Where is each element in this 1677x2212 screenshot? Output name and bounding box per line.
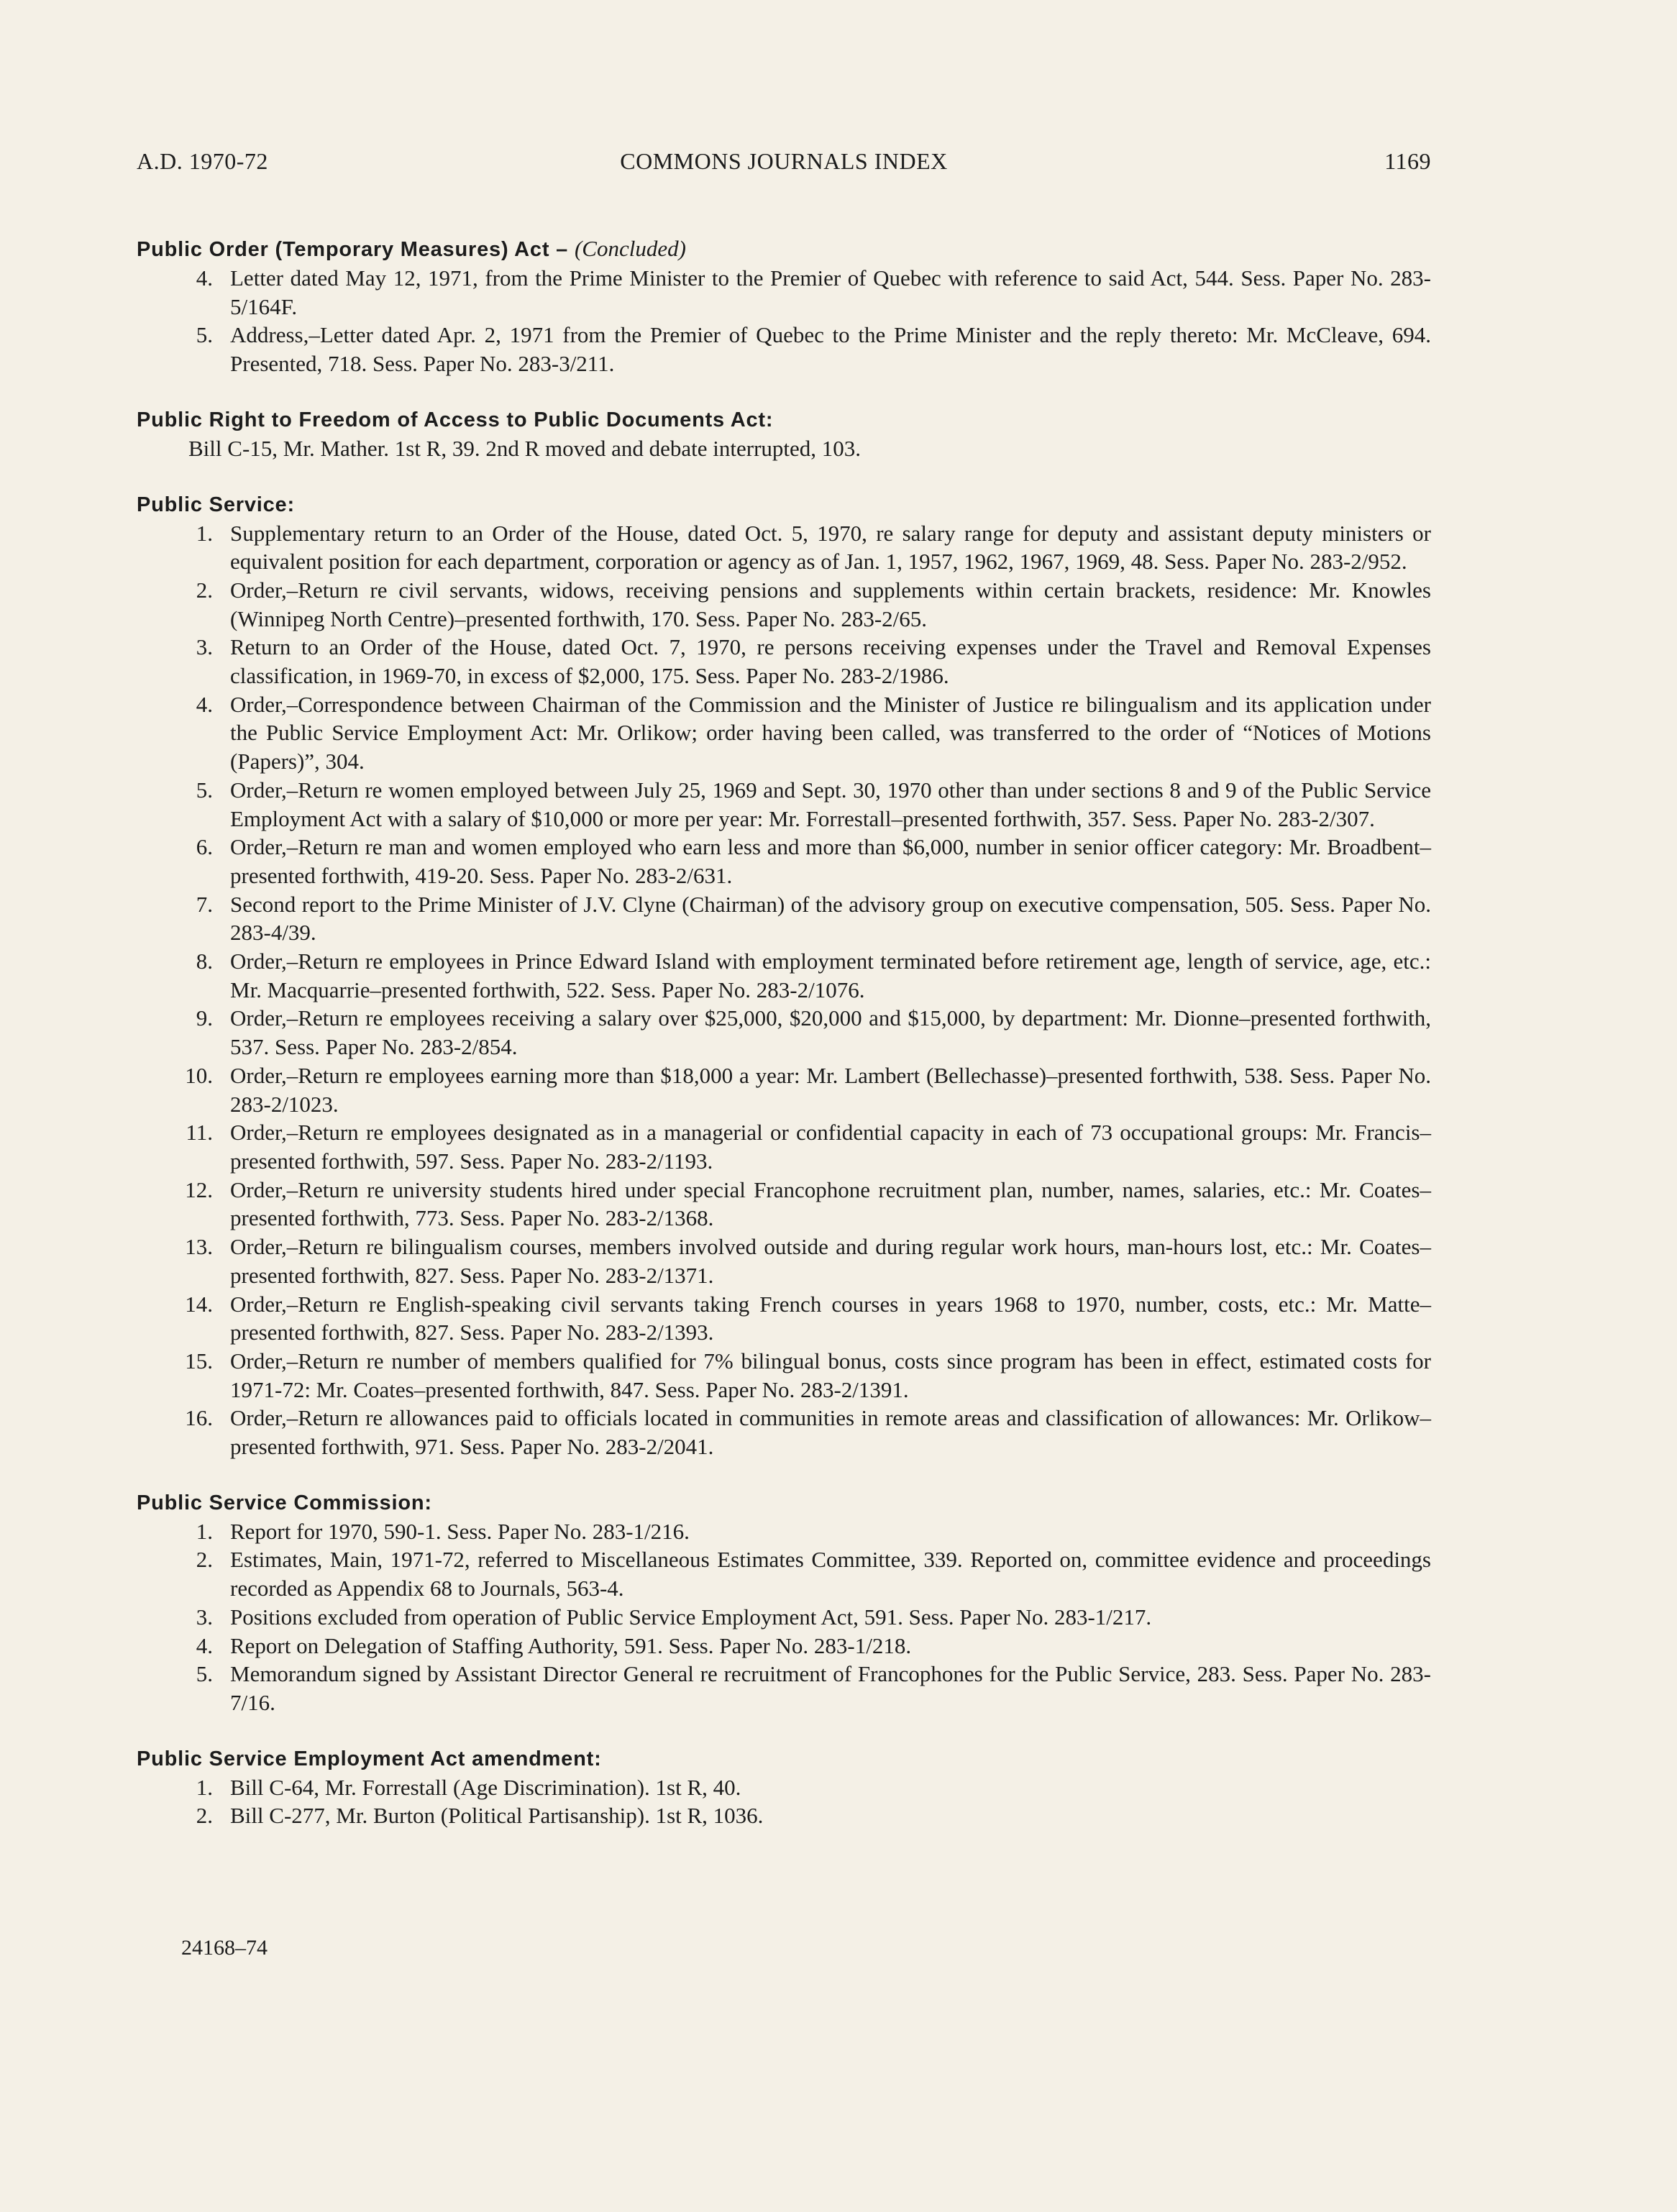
index-entry <box>137 947 1431 1004</box>
index-entry <box>137 1632 1431 1660</box>
entry-number: 3. <box>196 1604 213 1630</box>
entry-text: Bill C-15, Mr. Mather. 1st R, 39. 2nd R moved and debate interrupted, 103. <box>188 435 862 461</box>
index-section-public-right-access-act <box>137 406 1431 463</box>
index-entry <box>137 890 1431 947</box>
section-heading: Public Service Employment Act amendment: <box>137 1747 602 1770</box>
index-entry <box>137 776 1431 833</box>
entry-text: Positions excluded from operation of Public Service Employment Act, 591. Sess. Paper No. 283-1/217. <box>230 1604 1152 1630</box>
entry-text: Estimates, Main, 1971-72, referred to Miscellaneous Estimates Committee, 339. Reported on, committee evidence and proceedings recorded as Appendix 68 to Journals, 563-4. <box>230 1547 1431 1601</box>
entry-text: Report for 1970, 590-1. Sess. Paper No. 283-1/216. <box>230 1518 690 1544</box>
entry-text: Supplementary return to an Order of the House, dated Oct. 5, 1970, re salary range for deputy and assistant deputy ministers or equivalent position for each department, corporation or agency as of Jan. 1, 1957, 1962, 1967, 1969, 48. Sess. Paper No. 283-2/952. <box>230 520 1431 575</box>
entry-text: Report on Delegation of Staffing Authority, 591. Sess. Paper No. 283-1/218. <box>230 1632 912 1658</box>
index-entry <box>137 1347 1431 1404</box>
header-title: COMMONS JOURNALS INDEX <box>620 148 948 174</box>
entry-text: Order,–Return re number of members qualified for 7% bilingual bonus, costs since program has been in effect, estimated costs for 1971-72: Mr. Coates–presented forthwith, 847. Sess. Paper No. 283-2/1391. <box>230 1348 1431 1402</box>
index-entry <box>137 576 1431 633</box>
entry-number: 4. <box>196 1632 213 1658</box>
entry-text: Order,–Return re allowances paid to officials located in communities in remote areas and classification of allowances: Mr. Orlikow–presented forthwith, 971. Sess. Paper No. 283-2/2041. <box>230 1405 1431 1460</box>
entry-text: Order,–Return re university students hired under special Francophone recruitment plan, number, names, salaries, etc.: Mr. Coates–presented forthwith, 773. Sess. Paper No. 283-2/1368. <box>230 1176 1431 1231</box>
section-heading-note: (Concluded) <box>574 236 686 261</box>
index-entry <box>137 1517 1431 1546</box>
section-heading-text: Public Order (Temporary Measures) Act – <box>137 238 569 261</box>
entry-text: Order,–Return re English-speaking civil servants taking French courses in years 1968 to 1970, number, costs, etc.: Mr. Matte–presented forthwith, 827. Sess. Paper No. 283-2/1393. <box>230 1291 1431 1345</box>
index-entry <box>137 1118 1431 1175</box>
entry-number: 4. <box>196 265 213 291</box>
index-section-public-order-act <box>137 234 1431 378</box>
print-code: 24168–74 <box>181 1936 268 1960</box>
section-heading: Public Service: <box>137 493 295 516</box>
entry-text: Order,–Correspondence between Chairman of the Commission and the Minister of Justice re bilingualism and its application under the Public Service Employment Act: Mr. Orlikow; order having been called, was transferred to the order of “Notices of Motions (Papers)”, 304. <box>230 691 1431 774</box>
page-number: 1169 <box>1384 148 1431 174</box>
index-section-public-service <box>137 490 1431 1461</box>
entry-text: Memorandum signed by Assistant Director General re recruitment of Francophones for the Public Service, 283. Sess. Paper No. 283-7/16. <box>230 1661 1431 1715</box>
entry-text: Return to an Order of the House, dated Oct. 7, 1970, re persons receiving expenses under the Travel and Removal Expenses classification, in 1969-70, in excess of $2,000, 175. Sess. Paper No. 283-2/1986. <box>230 634 1431 689</box>
index-entry <box>137 1773 1431 1802</box>
entry-number: 1. <box>196 1774 213 1800</box>
entry-number: 5. <box>196 777 213 803</box>
index-entry <box>137 321 1431 378</box>
entry-number: 16. <box>185 1405 213 1431</box>
entry-number: 15. <box>185 1348 213 1374</box>
entry-text: Order,–Return re employees receiving a salary over $25,000, $20,000 and $15,000, by department: Mr. Dionne–presented forthwith, 537. Sess. Paper No. 283-2/854. <box>230 1005 1431 1060</box>
index-entry <box>137 1801 1431 1830</box>
index-section-public-service-commission <box>137 1489 1431 1717</box>
entry-number: 8. <box>196 949 213 974</box>
index-content <box>137 234 1431 1857</box>
entry-number: 14. <box>185 1291 213 1317</box>
index-entry <box>137 264 1431 321</box>
entry-number: 4. <box>196 691 213 717</box>
entry-number: 9. <box>196 1005 213 1031</box>
entry-text: Bill C-64, Mr. Forrestall (Age Discrimination). 1st R, 40. <box>230 1774 741 1800</box>
entry-number: 7. <box>196 891 213 917</box>
entry-number: 12. <box>185 1176 213 1202</box>
entry-number: 5. <box>196 1661 213 1687</box>
entry-text: Order,–Return re women employed between July 25, 1969 and Sept. 30, 1970 other than under sections 8 and 9 of the Public Service Employment Act with a salary of $10,000 or more per year: Mr. Forrestall–presented forthwith, 357. Sess. Paper No. 283-2/307. <box>230 777 1431 831</box>
entry-number: 2. <box>196 1547 213 1573</box>
index-entry <box>137 1603 1431 1632</box>
entry-text: Order,–Return re man and women employed who earn less and more than $6,000, number in senior officer category: Mr. Broadbent–presented forthwith, 419-20. Sess. Paper No. 283-2/631. <box>230 834 1431 888</box>
entry-text: Order,–Return re civil servants, widows, receiving pensions and supplements within certain brackets, residence: Mr. Knowles (Winnipeg North Centre)–presented forthwith, 170. Sess. Paper No. 283-2/65. <box>230 577 1431 631</box>
entry-text: Address,–Letter dated Apr. 2, 1971 from the Premier of Quebec to the Prime Minister and the reply thereto: Mr. McCleave, 694. Presented, 718. Sess. Paper No. 283-3/211. <box>230 322 1431 377</box>
section-heading: Public Service Commission: <box>137 1491 432 1514</box>
entry-number: 3. <box>196 634 213 660</box>
index-entry <box>137 1290 1431 1347</box>
entry-text: Order,–Return re employees in Prince Edward Island with employment terminated before retirement age, length of service, age, etc.: Mr. Macquarrie–presented forthwith, 522. Sess. Paper No. 283-2/1076. <box>230 949 1431 1002</box>
entry-text: Order,–Return re employees designated as in a managerial or confidential capacity in each of 73 occupational groups: Mr. Francis–presented forthwith, 597. Sess. Paper No. 283-2/1193. <box>230 1120 1431 1174</box>
index-entry <box>137 1004 1431 1061</box>
entry-text: Second report to the Prime Minister of J.V. Clyne (Chairman) of the advisory group on executive compensation, 505. Sess. Paper No. 283-4/39. <box>230 891 1431 946</box>
entry-number: 13. <box>185 1234 213 1260</box>
index-entry <box>137 519 1431 576</box>
index-section-public-service-employment-act-amendment <box>137 1745 1431 1830</box>
entry-number: 2. <box>196 577 213 603</box>
entry-number: 5. <box>196 322 213 348</box>
running-head <box>137 148 1431 184</box>
index-entry <box>137 1176 1431 1233</box>
entry-text: Order,–Return re employees earning more than $18,000 a year: Mr. Lambert (Bellechasse)–presented forthwith, 538. Sess. Paper No. 283-2/1023. <box>230 1062 1431 1117</box>
entry-text: Order,–Return re bilingualism courses, members involved outside and during regular work hours, man-hours lost, etc.: Mr. Coates–presented forthwith, 827. Sess. Paper No. 283-2/1371. <box>230 1234 1431 1288</box>
entry-text: Bill C-277, Mr. Burton (Political Partisanship). 1st R, 1036. <box>230 1803 764 1829</box>
section-heading: Public Right to Freedom of Access to Public Documents Act: <box>137 408 774 431</box>
index-entry <box>137 1061 1431 1118</box>
entry-number: 1. <box>196 520 213 546</box>
index-entry <box>137 690 1431 776</box>
entry-number: 6. <box>196 834 213 860</box>
entry-text: Letter dated May 12, 1971, from the Prime Minister to the Premier of Quebec with reference to said Act, 544. Sess. Paper No. 283-5/164F. <box>230 265 1431 319</box>
index-entry <box>137 1545 1431 1602</box>
entry-number: 2. <box>196 1803 213 1829</box>
entry-number: 11. <box>186 1120 213 1146</box>
index-entry <box>137 1404 1431 1461</box>
entry-number: 10. <box>185 1062 213 1088</box>
entry-number: 1. <box>196 1518 213 1544</box>
header-date-range: A.D. 1970-72 <box>137 148 268 174</box>
index-entry <box>137 1660 1431 1717</box>
index-entry <box>137 633 1431 690</box>
section-heading <box>137 234 1431 264</box>
index-entry <box>137 1233 1431 1289</box>
index-entry <box>137 833 1431 890</box>
